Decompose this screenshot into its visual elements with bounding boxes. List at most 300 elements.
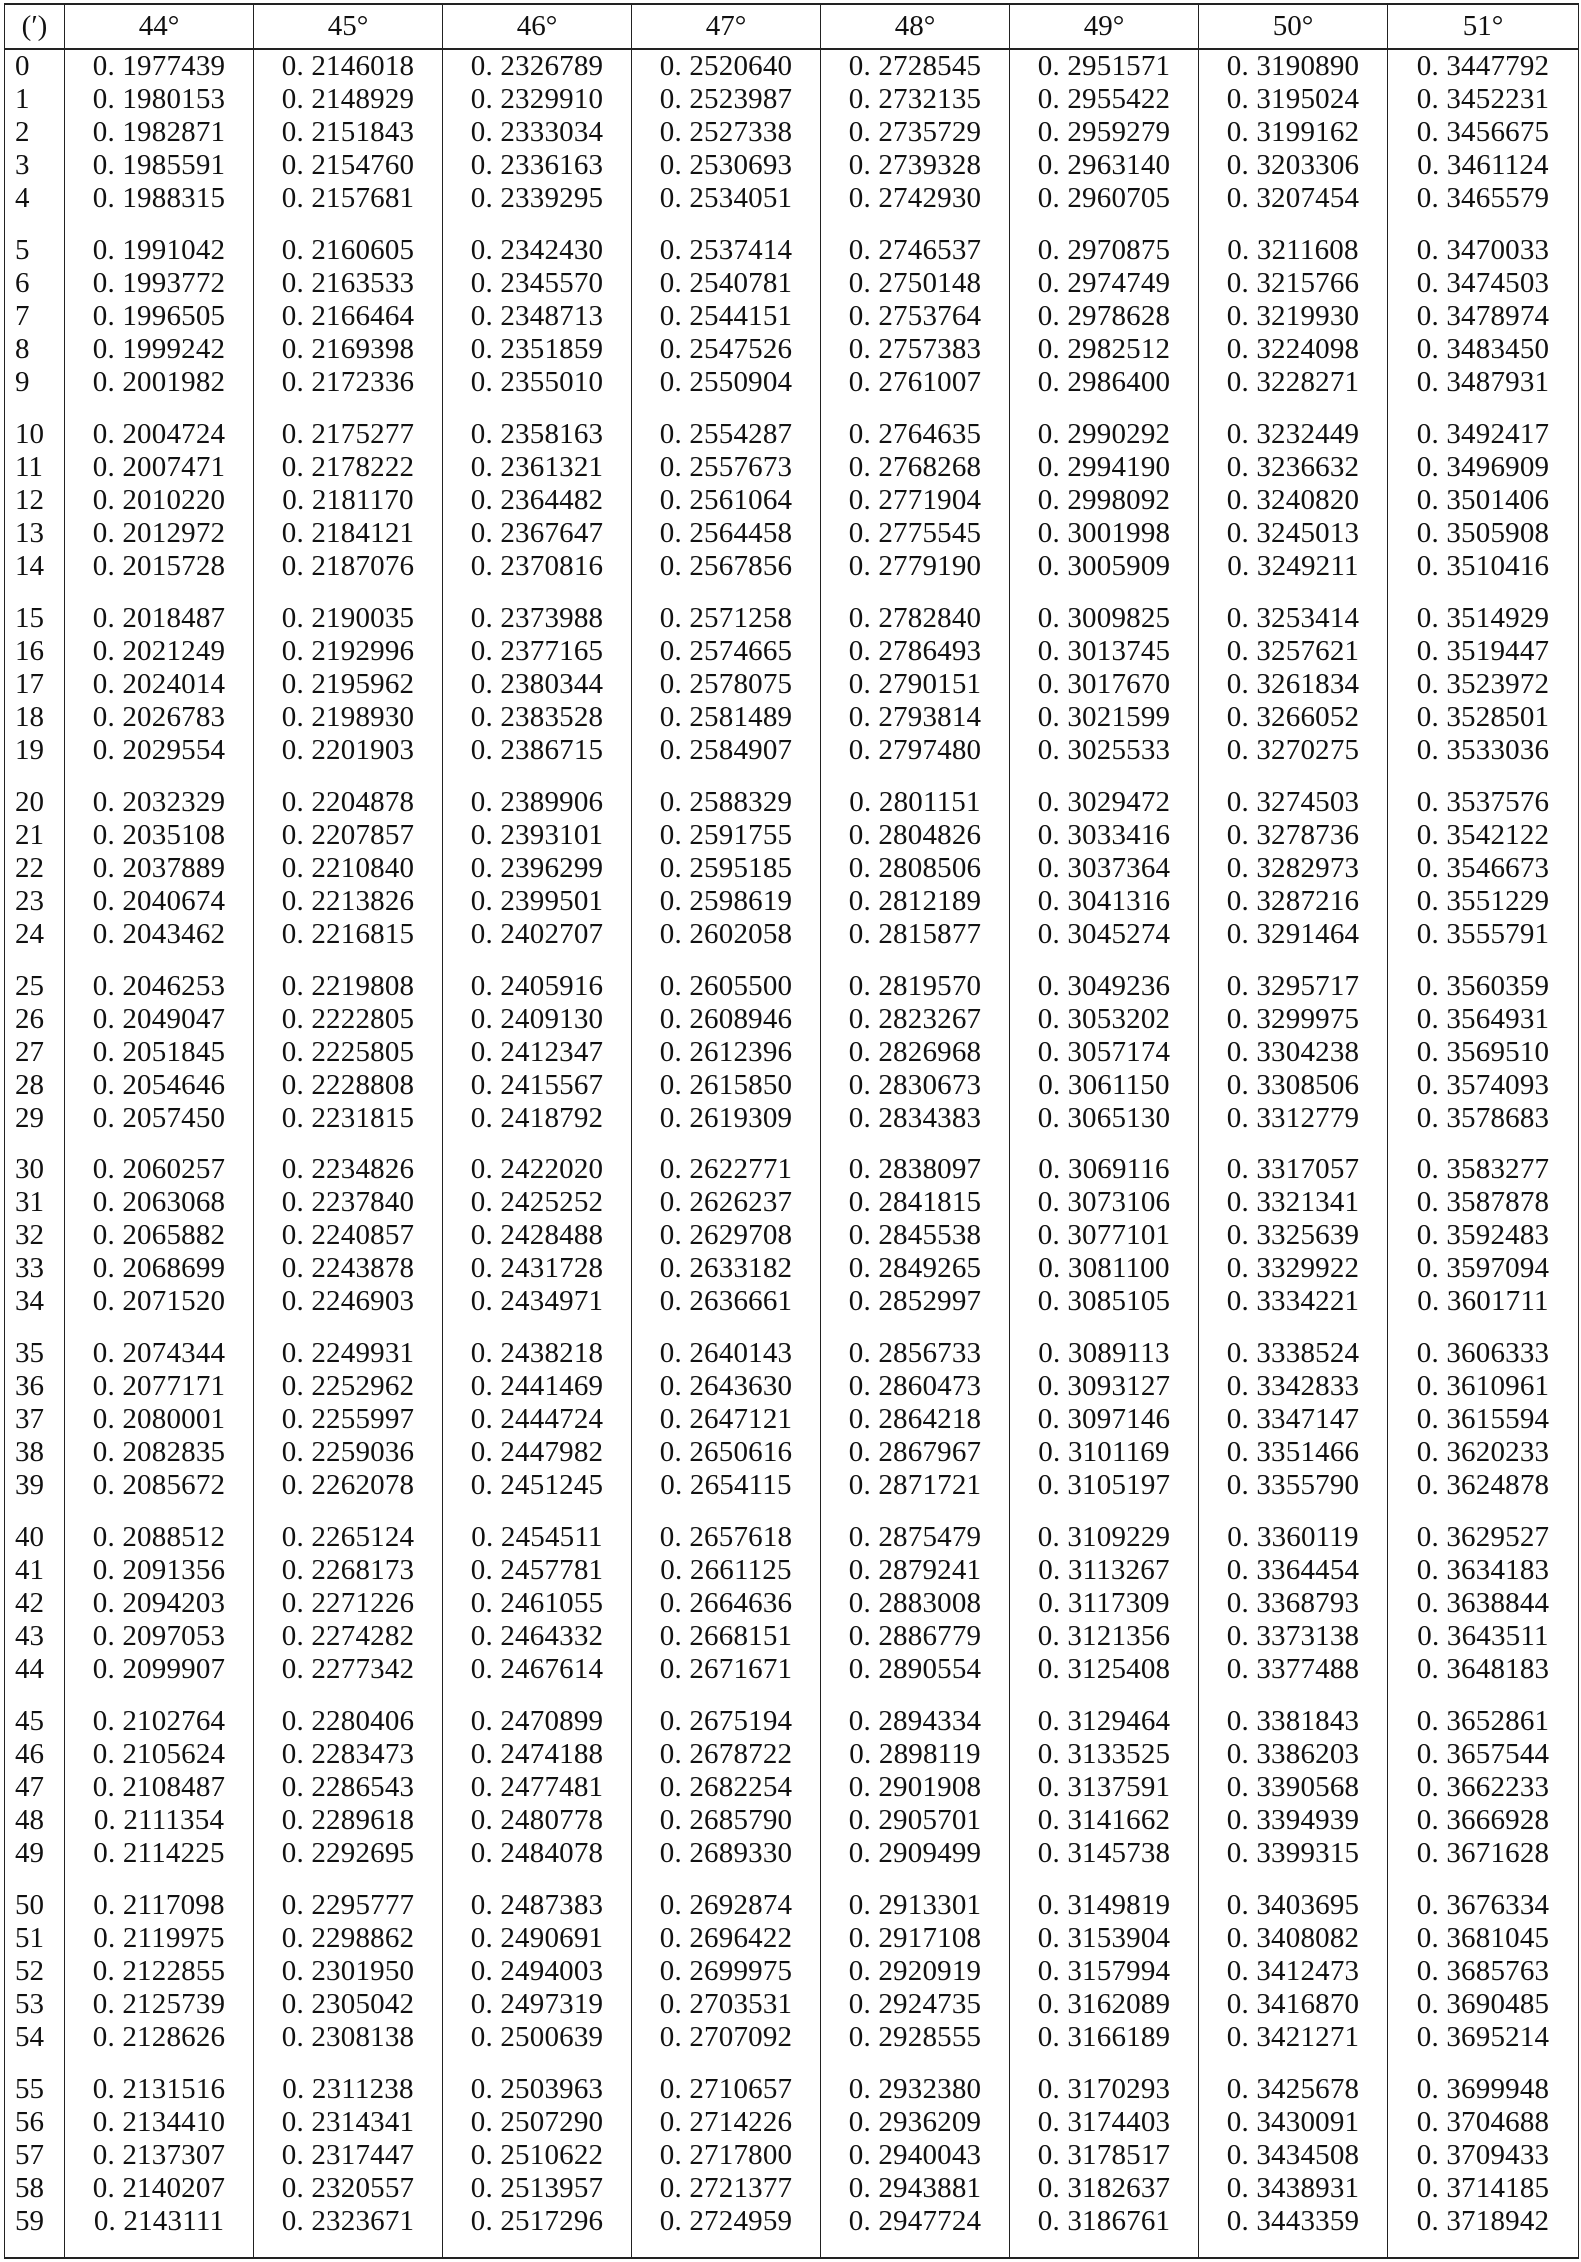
table-value: 0. 3351466 — [1226, 1436, 1360, 1469]
minute-label: 18 — [15, 700, 44, 733]
table-value: 0. 3029472 — [1037, 785, 1171, 818]
table-value: 0. 2367647 — [470, 516, 604, 549]
table-value: 0. 2143111 — [93, 2204, 225, 2237]
table-cell-deg-47 — [632, 1889, 821, 2073]
table-value: 0. 2571258 — [659, 601, 793, 634]
table-value: 0. 2626237 — [659, 1186, 793, 1219]
table-cell-deg-51 — [1388, 1153, 1579, 1337]
table-cell-minutes — [5, 418, 65, 602]
table-value: 0. 3718942 — [1416, 2204, 1550, 2237]
table-value: 0. 3101169 — [1038, 1436, 1170, 1469]
table-value: 0. 3478974 — [1416, 300, 1550, 332]
table-value: 0. 3620233 — [1416, 1436, 1550, 1469]
table-value: 0. 2447982 — [470, 1436, 604, 1469]
minute-label: 2 — [15, 116, 30, 148]
table-value: 0. 3077101 — [1037, 1219, 1171, 1252]
table-value: 0. 2181170 — [282, 483, 414, 516]
table-value: 0. 3347147 — [1226, 1403, 1360, 1436]
table-value: 0. 2812189 — [848, 884, 982, 917]
minute-label: 28 — [15, 1068, 44, 1101]
table-value: 0. 2540781 — [659, 267, 793, 299]
table-value: 0. 3153904 — [1037, 1922, 1171, 1955]
table-value: 0. 3368793 — [1226, 1587, 1360, 1620]
table-value: 0. 2252962 — [281, 1370, 415, 1403]
table-cell-deg-44 — [65, 786, 254, 970]
table-value: 0. 3364454 — [1226, 1554, 1360, 1587]
table-value: 0. 2507290 — [470, 2105, 604, 2138]
table-value: 0. 2598619 — [659, 884, 793, 917]
table-cell-deg-47 — [632, 2073, 821, 2258]
minute-label: 4 — [15, 182, 30, 214]
table-cell-deg-49 — [1010, 1521, 1199, 1705]
table-value: 0. 3564931 — [1416, 1002, 1550, 1035]
table-value: 0. 3295717 — [1226, 969, 1360, 1002]
table-cell-minutes — [5, 2073, 65, 2258]
table-value: 0. 2308138 — [281, 2021, 415, 2054]
table-cell-deg-46 — [443, 1521, 632, 1705]
table-value: 0. 2793814 — [848, 700, 982, 733]
table-row-group — [5, 1705, 1579, 1889]
table-value: 0. 2195962 — [281, 667, 415, 700]
table-value: 0. 2578075 — [659, 667, 793, 700]
table-value: 0. 2187076 — [281, 549, 415, 582]
minute-label: 7 — [15, 300, 30, 332]
table-value: 0. 2852997 — [848, 1285, 982, 1318]
table-cell-deg-46 — [443, 234, 632, 418]
table-cell-deg-45 — [254, 49, 443, 234]
table-value: 0. 2936209 — [848, 2105, 982, 2138]
table-value: 0. 3211608 — [1227, 234, 1359, 266]
table-value: 0. 2550904 — [659, 366, 793, 398]
minute-label: 10 — [15, 417, 44, 450]
table-cell-deg-50 — [1199, 970, 1388, 1154]
table-value: 0. 2591755 — [659, 818, 793, 851]
table-value: 0. 2650616 — [659, 1436, 793, 1469]
table-value: 0. 2026783 — [92, 700, 226, 733]
table-value: 0. 2301950 — [281, 1955, 415, 1988]
table-value: 0. 3304238 — [1226, 1035, 1360, 1068]
table-value: 0. 2890554 — [848, 1653, 982, 1686]
minute-label: 57 — [15, 2138, 44, 2171]
table-value: 0. 3474503 — [1416, 267, 1550, 299]
table-value: 0. 2696422 — [659, 1922, 793, 1955]
table-value: 0. 2240857 — [281, 1219, 415, 1252]
table-cell-deg-47 — [632, 602, 821, 786]
table-value: 0. 3528501 — [1416, 700, 1550, 733]
minute-label: 52 — [15, 1955, 44, 1988]
table-value: 0. 3057174 — [1037, 1035, 1171, 1068]
table-cell-deg-49 — [1010, 418, 1199, 602]
table-value: 0. 3510416 — [1416, 549, 1550, 582]
table-value: 0. 2619309 — [659, 1101, 793, 1134]
table-value: 0. 1985591 — [92, 149, 226, 181]
table-value: 0. 3249211 — [1227, 549, 1359, 582]
table-value: 0. 2830673 — [848, 1068, 982, 1101]
table-cell-deg-49 — [1010, 234, 1199, 418]
table-value: 0. 2082835 — [92, 1436, 226, 1469]
table-value: 0. 2355010 — [470, 366, 604, 398]
minute-label: 49 — [15, 1837, 44, 1870]
table-value: 0. 2434971 — [470, 1285, 604, 1318]
table-value: 0. 2201903 — [281, 733, 415, 766]
table-value: 0. 2703531 — [659, 1988, 793, 2021]
table-value: 0. 3652861 — [1416, 1705, 1550, 1738]
table-cell-minutes — [5, 1889, 65, 2073]
table-value: 0. 2699975 — [659, 1955, 793, 1988]
table-cell-deg-51 — [1388, 970, 1579, 1154]
table-cell-deg-48 — [821, 418, 1010, 602]
table-value: 0. 3671628 — [1416, 1837, 1550, 1870]
table-value: 0. 2963140 — [1037, 149, 1171, 181]
table-value: 0. 3053202 — [1037, 1002, 1171, 1035]
table-value: 0. 3069116 — [1038, 1153, 1170, 1186]
table-value: 0. 2326789 — [470, 50, 604, 82]
table-value: 0. 3587878 — [1416, 1186, 1550, 1219]
table-value: 0. 2389906 — [470, 785, 604, 818]
table-value: 0. 3355790 — [1226, 1469, 1360, 1502]
table-cell-deg-44 — [65, 970, 254, 1154]
table-cell-deg-46 — [443, 786, 632, 970]
table-value: 0. 2678722 — [659, 1738, 793, 1771]
table-value: 0. 2856733 — [848, 1337, 982, 1370]
table-value: 0. 2668151 — [659, 1620, 793, 1653]
table-value: 0. 2951571 — [1037, 50, 1171, 82]
table-value: 0. 2114225 — [93, 1837, 225, 1870]
table-value: 0. 2689330 — [659, 1837, 793, 1870]
table-value: 0. 3045274 — [1037, 917, 1171, 950]
table-value: 0. 3416870 — [1226, 1988, 1360, 2021]
table-value: 0. 2487383 — [470, 1889, 604, 1922]
table-value: 0. 3005909 — [1037, 549, 1171, 582]
table-value: 0. 2886779 — [848, 1620, 982, 1653]
table-value: 0. 3125408 — [1037, 1653, 1171, 1686]
table-value: 0. 2588329 — [659, 785, 793, 818]
table-value: 0. 2490691 — [470, 1922, 604, 1955]
table-value: 0. 2021249 — [92, 634, 226, 667]
table-cell-deg-48 — [821, 1889, 1010, 2073]
table-value: 0. 2339295 — [470, 182, 604, 214]
table-value: 0. 3162089 — [1037, 1988, 1171, 2021]
table-value: 0. 2131516 — [92, 2072, 226, 2105]
table-cell-deg-51 — [1388, 49, 1579, 234]
table-value: 0. 2671671 — [659, 1653, 793, 1686]
table-cell-deg-49 — [1010, 1337, 1199, 1521]
table-cell-deg-44 — [65, 234, 254, 418]
table-cell-deg-48 — [821, 1337, 1010, 1521]
table-cell-deg-50 — [1199, 786, 1388, 970]
table-value: 0. 3334221 — [1226, 1285, 1360, 1318]
table-value: 0. 2928555 — [848, 2021, 982, 2054]
table-value: 0. 3195024 — [1226, 83, 1360, 115]
table-value: 0. 2883008 — [848, 1587, 982, 1620]
table-cell-minutes — [5, 1153, 65, 1337]
table-value: 0. 3537576 — [1416, 785, 1550, 818]
table-value: 0. 3257621 — [1226, 634, 1360, 667]
table-value: 0. 3430091 — [1226, 2105, 1360, 2138]
table-value: 0. 3676334 — [1416, 1889, 1550, 1922]
minute-label: 41 — [15, 1554, 44, 1587]
table-value: 0. 2924735 — [848, 1988, 982, 2021]
table-cell-deg-47 — [632, 49, 821, 234]
table-cell-deg-45 — [254, 2073, 443, 2258]
table-value: 0. 2333034 — [470, 116, 604, 148]
table-value: 0. 3174403 — [1037, 2105, 1171, 2138]
table-value: 0. 2779190 — [848, 549, 982, 582]
table-value: 0. 2111354 — [93, 1804, 225, 1837]
table-value: 0. 2574665 — [659, 634, 793, 667]
minute-label: 5 — [15, 234, 30, 266]
table-value: 0. 2051845 — [92, 1035, 226, 1068]
table-cell-deg-49 — [1010, 1705, 1199, 1889]
table-value: 0. 2753764 — [848, 300, 982, 332]
table-value: 0. 2097053 — [92, 1620, 226, 1653]
table-value: 0. 3321341 — [1226, 1186, 1360, 1219]
table-cell-minutes — [5, 786, 65, 970]
table-row-group — [5, 970, 1579, 1154]
minute-label: 0 — [15, 50, 30, 82]
table-value: 0. 3224098 — [1226, 333, 1360, 365]
table-cell-deg-46 — [443, 1153, 632, 1337]
minute-label: 53 — [15, 1988, 44, 2021]
minute-label: 43 — [15, 1620, 44, 1653]
table-value: 0. 2184121 — [281, 516, 415, 549]
minute-label: 40 — [15, 1521, 44, 1554]
table-cell-deg-51 — [1388, 418, 1579, 602]
table-value: 0. 3681045 — [1416, 1922, 1550, 1955]
table-cell-deg-45 — [254, 1705, 443, 1889]
table-value: 0. 2140207 — [92, 2171, 226, 2204]
table-value: 0. 2523987 — [659, 83, 793, 115]
table-value: 0. 2622771 — [659, 1153, 793, 1186]
table-value: 0. 2970875 — [1037, 234, 1171, 266]
table-value: 0. 2959279 — [1037, 116, 1171, 148]
table-value: 0. 3496909 — [1416, 450, 1550, 483]
table-value: 0. 2259036 — [281, 1436, 415, 1469]
table-value: 0. 2216815 — [281, 917, 415, 950]
table-value: 0. 2393101 — [470, 818, 604, 851]
table-value: 0. 2151843 — [281, 116, 415, 148]
table-value: 0. 3452231 — [1416, 83, 1550, 115]
table-value: 0. 2255997 — [281, 1403, 415, 1436]
table-value: 0. 2771904 — [848, 483, 982, 516]
table-value: 0. 3093127 — [1037, 1370, 1171, 1403]
table-value: 0. 3606333 — [1416, 1337, 1550, 1370]
table-body — [5, 49, 1579, 2258]
table-cell-deg-51 — [1388, 1521, 1579, 1705]
table-value: 0. 2063068 — [92, 1186, 226, 1219]
table-value: 0. 3199162 — [1226, 116, 1360, 148]
table-value: 0. 2060257 — [92, 1153, 226, 1186]
table-value: 0. 2441469 — [470, 1370, 604, 1403]
table-value: 0. 2494003 — [470, 1955, 604, 1988]
table-value: 0. 2351859 — [470, 333, 604, 365]
table-value: 0. 3236632 — [1226, 450, 1360, 483]
table-value: 0. 2054646 — [92, 1068, 226, 1101]
minute-label: 22 — [15, 851, 44, 884]
minute-label: 21 — [15, 818, 44, 851]
table-value: 0. 2320557 — [281, 2171, 415, 2204]
minute-label: 42 — [15, 1587, 44, 1620]
table-value: 0. 2157681 — [281, 182, 415, 214]
table-value: 0. 2940043 — [848, 2138, 982, 2171]
table-value: 0. 2015728 — [92, 549, 226, 582]
table-value: 0. 2894334 — [848, 1705, 982, 1738]
table-value: 0. 2567856 — [659, 549, 793, 582]
table-value: 0. 1999242 — [92, 333, 226, 365]
table-value: 0. 2998092 — [1037, 483, 1171, 516]
table-cell-deg-45 — [254, 970, 443, 1154]
table-value: 0. 3312779 — [1226, 1101, 1360, 1134]
table-value: 0. 2137307 — [92, 2138, 226, 2171]
table-value: 0. 2750148 — [848, 267, 982, 299]
table-value: 0. 2484078 — [470, 1837, 604, 1870]
table-value: 0. 2249931 — [281, 1337, 415, 1370]
table-value: 0. 2860473 — [848, 1370, 982, 1403]
table-value: 0. 2710657 — [659, 2072, 793, 2105]
table-cell-deg-49 — [1010, 1153, 1199, 1337]
table-value: 0. 3555791 — [1416, 917, 1550, 950]
table-value: 0. 2947724 — [848, 2204, 982, 2237]
table-value: 0. 2444724 — [470, 1403, 604, 1436]
table-value: 0. 2661125 — [660, 1554, 792, 1587]
table-cell-deg-48 — [821, 234, 1010, 418]
table-value: 0. 2361321 — [470, 450, 604, 483]
table-cell-deg-46 — [443, 1889, 632, 2073]
table-value: 0. 2125739 — [92, 1988, 226, 2021]
table-cell-minutes — [5, 1337, 65, 1521]
table-cell-deg-51 — [1388, 1337, 1579, 1521]
table-value: 0. 3461124 — [1417, 149, 1549, 181]
table-value: 0. 2108487 — [92, 1771, 226, 1804]
table-value: 0. 2457781 — [470, 1554, 604, 1587]
table-cell-deg-51 — [1388, 1889, 1579, 2073]
table-value: 0. 3519447 — [1416, 634, 1550, 667]
table-value: 0. 2761007 — [848, 366, 982, 398]
table-value: 0. 3342833 — [1226, 1370, 1360, 1403]
minute-label: 1 — [15, 83, 30, 115]
table-cell-deg-51 — [1388, 234, 1579, 418]
table-value: 0. 3308506 — [1226, 1068, 1360, 1101]
table-value: 0. 2237840 — [281, 1186, 415, 1219]
table-value: 0. 2032329 — [92, 785, 226, 818]
table-value: 0. 2231815 — [281, 1101, 415, 1134]
table-value: 0. 2943881 — [848, 2171, 982, 2204]
table-row-group — [5, 1521, 1579, 1705]
table-value: 0. 2682254 — [659, 1771, 793, 1804]
table-cell-deg-48 — [821, 1153, 1010, 1337]
minute-label: 15 — [15, 601, 44, 634]
minute-label: 23 — [15, 884, 44, 917]
table-cell-deg-44 — [65, 1337, 254, 1521]
table-value: 0. 2581489 — [659, 700, 793, 733]
minute-label: 9 — [15, 366, 30, 398]
minute-label: 51 — [15, 1922, 44, 1955]
table-value: 0. 2037889 — [92, 851, 226, 884]
table-value: 0. 2913301 — [848, 1889, 982, 1922]
table-cell-minutes — [5, 49, 65, 234]
table-value: 0. 1977439 — [92, 50, 226, 82]
table-value: 0. 3013745 — [1037, 634, 1171, 667]
column-header-deg-47: 47° — [632, 4, 821, 49]
table-value: 0. 3470033 — [1416, 234, 1550, 266]
table-value: 0. 2377165 — [470, 634, 604, 667]
table-cell-deg-50 — [1199, 1337, 1388, 1521]
minute-label: 56 — [15, 2105, 44, 2138]
table-value: 0. 3583277 — [1416, 1153, 1550, 1186]
table-value: 0. 2742930 — [848, 182, 982, 214]
table-cell-deg-47 — [632, 786, 821, 970]
minute-label: 35 — [15, 1337, 44, 1370]
table-value: 0. 3443359 — [1226, 2204, 1360, 2237]
minute-label: 54 — [15, 2021, 44, 2054]
table-value: 0. 2085672 — [92, 1469, 226, 1502]
table-value: 0. 3560359 — [1416, 969, 1550, 1002]
table-value: 0. 2094203 — [92, 1587, 226, 1620]
minute-label: 25 — [15, 969, 44, 1002]
table-value: 0. 2040674 — [92, 884, 226, 917]
table-value: 0. 3041316 — [1037, 884, 1171, 917]
table-cell-deg-45 — [254, 1337, 443, 1521]
column-header-minutes: (′) — [5, 4, 65, 49]
table-value: 0. 3465579 — [1416, 182, 1550, 214]
minute-label: 26 — [15, 1002, 44, 1035]
table-value: 0. 2875479 — [848, 1521, 982, 1554]
table-value: 0. 3157994 — [1037, 1955, 1171, 1988]
table-value: 0. 3117309 — [1038, 1587, 1170, 1620]
table-value: 0. 2544151 — [659, 300, 793, 332]
table-value: 0. 2841815 — [848, 1186, 982, 1219]
table-container — [4, 3, 1578, 2259]
minute-label: 30 — [15, 1153, 44, 1186]
table-value: 0. 2547526 — [659, 333, 793, 365]
table-value: 0. 3109229 — [1037, 1521, 1171, 1554]
table-value: 0. 2438218 — [470, 1337, 604, 1370]
table-value: 0. 3360119 — [1227, 1521, 1359, 1554]
table-cell-deg-49 — [1010, 786, 1199, 970]
table-value: 0. 2396299 — [470, 851, 604, 884]
table-value: 0. 2564458 — [659, 516, 793, 549]
table-cell-deg-45 — [254, 1521, 443, 1705]
table-cell-deg-49 — [1010, 2073, 1199, 2258]
table-value: 0. 2422020 — [470, 1153, 604, 1186]
table-value: 0. 2757383 — [848, 333, 982, 365]
table-value: 0. 2380344 — [470, 667, 604, 700]
table-value: 0. 3178517 — [1037, 2138, 1171, 2171]
table-cell-minutes — [5, 602, 65, 786]
table-value: 0. 2739328 — [848, 149, 982, 181]
table-value: 0. 1991042 — [92, 234, 226, 266]
table-row-group — [5, 786, 1579, 970]
minute-label: 13 — [15, 516, 44, 549]
table-value: 0. 2243878 — [281, 1252, 415, 1285]
table-value: 0. 3399315 — [1226, 1837, 1360, 1870]
column-header-deg-45: 45° — [254, 4, 443, 49]
table-value: 0. 3299975 — [1226, 1002, 1360, 1035]
table-cell-deg-46 — [443, 418, 632, 602]
table-value: 0. 2808506 — [848, 851, 982, 884]
table-cell-deg-48 — [821, 970, 1010, 1154]
table-value: 0. 2764635 — [848, 417, 982, 450]
table-value: 0. 2474188 — [470, 1738, 604, 1771]
table-value: 0. 2117098 — [93, 1889, 225, 1922]
table-cell-deg-47 — [632, 1153, 821, 1337]
table-value: 0. 2122855 — [92, 1955, 226, 1988]
table-value: 0. 2283473 — [281, 1738, 415, 1771]
table-value: 0. 3065130 — [1037, 1101, 1171, 1134]
table-value: 0. 2500639 — [470, 2021, 604, 2054]
table-cell-deg-51 — [1388, 786, 1579, 970]
table-value: 0. 2834383 — [848, 1101, 982, 1134]
